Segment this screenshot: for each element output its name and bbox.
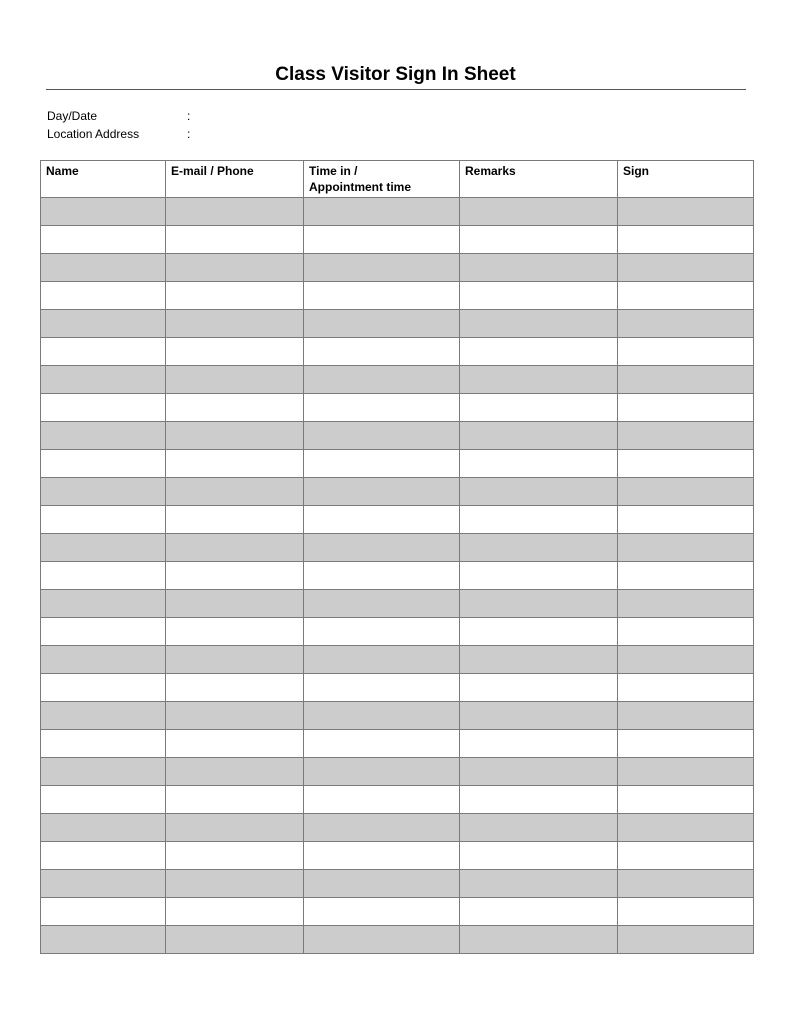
remarks-cell[interactable] <box>460 366 618 394</box>
email-phone-cell[interactable] <box>166 422 304 450</box>
time-in-cell[interactable] <box>304 450 460 478</box>
sign-cell[interactable] <box>618 422 754 450</box>
time-in-cell[interactable] <box>304 870 460 898</box>
name-cell[interactable] <box>41 282 166 310</box>
time-in-cell[interactable] <box>304 338 460 366</box>
visitor-sign-in-table <box>40 160 754 954</box>
remarks-cell[interactable] <box>460 422 618 450</box>
sign-cell[interactable] <box>618 478 754 506</box>
remarks-cell[interactable] <box>460 674 618 702</box>
remarks-cell[interactable] <box>460 730 618 758</box>
time-in-cell[interactable] <box>304 254 460 282</box>
email-phone-cell[interactable] <box>166 898 304 926</box>
name-cell[interactable] <box>41 842 166 870</box>
sign-cell[interactable] <box>618 898 754 926</box>
email-phone-cell[interactable] <box>166 394 304 422</box>
remarks-cell[interactable] <box>460 786 618 814</box>
name-cell[interactable] <box>41 338 166 366</box>
sign-cell[interactable] <box>618 534 754 562</box>
table-row <box>41 842 754 870</box>
time-in-cell[interactable] <box>304 310 460 338</box>
email-phone-cell[interactable] <box>166 366 304 394</box>
email-phone-cell[interactable] <box>166 758 304 786</box>
name-cell[interactable] <box>41 590 166 618</box>
table-row <box>41 758 754 786</box>
time-in-cell[interactable] <box>304 646 460 674</box>
remarks-cell[interactable] <box>460 926 618 954</box>
column-header-email-phone: E-mail / Phone <box>166 161 304 198</box>
email-phone-cell[interactable] <box>166 282 304 310</box>
name-cell[interactable] <box>41 814 166 842</box>
time-in-cell[interactable] <box>304 590 460 618</box>
email-phone-cell[interactable] <box>166 646 304 674</box>
table-row <box>41 310 754 338</box>
table-row <box>41 814 754 842</box>
email-phone-cell[interactable] <box>166 338 304 366</box>
name-cell[interactable] <box>41 618 166 646</box>
email-phone-cell[interactable] <box>166 674 304 702</box>
name-cell[interactable] <box>41 534 166 562</box>
email-phone-cell[interactable] <box>166 842 304 870</box>
remarks-cell[interactable] <box>460 758 618 786</box>
remarks-cell[interactable] <box>460 534 618 562</box>
name-cell[interactable] <box>41 786 166 814</box>
time-in-cell[interactable] <box>304 506 460 534</box>
remarks-cell[interactable] <box>460 898 618 926</box>
sign-cell[interactable] <box>618 674 754 702</box>
email-phone-cell[interactable] <box>166 618 304 646</box>
day-date-separator: : <box>187 109 191 123</box>
email-phone-cell[interactable] <box>166 310 304 338</box>
time-in-cell[interactable] <box>304 786 460 814</box>
time-in-cell[interactable] <box>304 898 460 926</box>
name-cell[interactable] <box>41 758 166 786</box>
sign-cell[interactable] <box>618 226 754 254</box>
table-row <box>41 646 754 674</box>
sign-cell[interactable] <box>618 282 754 310</box>
name-cell[interactable] <box>41 870 166 898</box>
sign-cell[interactable] <box>618 310 754 338</box>
table-row <box>41 870 754 898</box>
name-cell[interactable] <box>41 562 166 590</box>
name-cell[interactable] <box>41 898 166 926</box>
email-phone-cell[interactable] <box>166 478 304 506</box>
column-header-time-in: Time in / Appointment time <box>304 161 460 198</box>
email-phone-cell[interactable] <box>166 702 304 730</box>
table-row <box>41 618 754 646</box>
table-row <box>41 926 754 954</box>
location-address-separator: : <box>187 127 191 141</box>
name-cell[interactable] <box>41 506 166 534</box>
remarks-cell[interactable] <box>460 562 618 590</box>
table-row <box>41 226 754 254</box>
sign-cell[interactable] <box>618 366 754 394</box>
name-cell[interactable] <box>41 254 166 282</box>
sign-cell[interactable] <box>618 814 754 842</box>
email-phone-cell[interactable] <box>166 506 304 534</box>
name-cell[interactable] <box>41 478 166 506</box>
time-in-cell[interactable] <box>304 842 460 870</box>
name-cell[interactable] <box>41 394 166 422</box>
time-in-cell[interactable] <box>304 618 460 646</box>
email-phone-cell[interactable] <box>166 562 304 590</box>
name-cell[interactable] <box>41 926 166 954</box>
email-phone-cell[interactable] <box>166 198 304 226</box>
page-title: Class Visitor Sign In Sheet <box>275 64 516 85</box>
email-phone-cell[interactable] <box>166 786 304 814</box>
table-row <box>41 702 754 730</box>
time-in-cell[interactable] <box>304 366 460 394</box>
time-in-cell[interactable] <box>304 674 460 702</box>
table-row <box>41 282 754 310</box>
remarks-cell[interactable] <box>460 394 618 422</box>
table-row <box>41 254 754 282</box>
email-phone-cell[interactable] <box>166 730 304 758</box>
table-row <box>41 534 754 562</box>
remarks-cell[interactable] <box>460 702 618 730</box>
name-cell[interactable] <box>41 422 166 450</box>
table-row <box>41 786 754 814</box>
name-cell[interactable] <box>41 702 166 730</box>
remarks-cell[interactable] <box>460 814 618 842</box>
remarks-cell[interactable] <box>460 198 618 226</box>
time-in-cell[interactable] <box>304 478 460 506</box>
time-in-cell[interactable] <box>304 282 460 310</box>
sign-cell[interactable] <box>618 450 754 478</box>
title-divider <box>46 89 746 90</box>
email-phone-cell[interactable] <box>166 814 304 842</box>
sign-cell[interactable] <box>618 702 754 730</box>
sign-cell[interactable] <box>618 254 754 282</box>
email-phone-cell[interactable] <box>166 254 304 282</box>
sign-cell[interactable] <box>618 338 754 366</box>
location-address-field <box>47 127 190 141</box>
time-in-cell[interactable] <box>304 758 460 786</box>
time-in-cell[interactable] <box>304 730 460 758</box>
table-row <box>41 674 754 702</box>
remarks-cell[interactable] <box>460 870 618 898</box>
time-in-cell[interactable] <box>304 198 460 226</box>
remarks-cell[interactable] <box>460 646 618 674</box>
table-row <box>41 198 754 226</box>
sign-cell[interactable] <box>618 646 754 674</box>
table-row <box>41 450 754 478</box>
remarks-cell[interactable] <box>460 282 618 310</box>
table-row <box>41 562 754 590</box>
sign-cell[interactable] <box>618 562 754 590</box>
time-in-cell[interactable] <box>304 226 460 254</box>
name-cell[interactable] <box>41 198 166 226</box>
sign-cell[interactable] <box>618 730 754 758</box>
name-cell[interactable] <box>41 450 166 478</box>
email-phone-cell[interactable] <box>166 870 304 898</box>
column-header-remarks: Remarks <box>460 161 618 198</box>
table-row <box>41 506 754 534</box>
sign-cell[interactable] <box>618 198 754 226</box>
table-row <box>41 590 754 618</box>
name-cell[interactable] <box>41 226 166 254</box>
sign-cell[interactable] <box>618 842 754 870</box>
location-address-label: Location Address <box>47 127 140 141</box>
time-in-cell[interactable] <box>304 422 460 450</box>
remarks-cell[interactable] <box>460 842 618 870</box>
name-cell[interactable] <box>41 310 166 338</box>
remarks-cell[interactable] <box>460 590 618 618</box>
time-in-cell[interactable] <box>304 702 460 730</box>
table-row <box>41 366 754 394</box>
remarks-cell[interactable] <box>460 478 618 506</box>
sign-cell[interactable] <box>618 758 754 786</box>
email-phone-cell[interactable] <box>166 926 304 954</box>
email-phone-cell[interactable] <box>166 534 304 562</box>
sign-cell[interactable] <box>618 506 754 534</box>
sign-cell[interactable] <box>618 618 754 646</box>
table-header-row <box>41 161 754 198</box>
sign-cell[interactable] <box>618 786 754 814</box>
email-phone-cell[interactable] <box>166 450 304 478</box>
name-cell[interactable] <box>41 366 166 394</box>
remarks-cell[interactable] <box>460 450 618 478</box>
table-row <box>41 478 754 506</box>
day-date-label: Day/Date <box>47 109 98 123</box>
sign-cell[interactable] <box>618 870 754 898</box>
table-row <box>41 898 754 926</box>
time-in-cell[interactable] <box>304 534 460 562</box>
remarks-cell[interactable] <box>460 506 618 534</box>
time-in-cell[interactable] <box>304 394 460 422</box>
time-in-cell[interactable] <box>304 814 460 842</box>
name-cell[interactable] <box>41 674 166 702</box>
time-in-cell[interactable] <box>304 926 460 954</box>
remarks-cell[interactable] <box>460 618 618 646</box>
email-phone-cell[interactable] <box>166 226 304 254</box>
time-in-cell[interactable] <box>304 562 460 590</box>
remarks-cell[interactable] <box>460 226 618 254</box>
table-row <box>41 730 754 758</box>
remarks-cell[interactable] <box>460 338 618 366</box>
day-date-field <box>47 109 190 123</box>
table-row <box>41 394 754 422</box>
remarks-cell[interactable] <box>460 310 618 338</box>
sign-cell[interactable] <box>618 590 754 618</box>
sign-cell[interactable] <box>618 926 754 954</box>
table-row <box>41 338 754 366</box>
name-cell[interactable] <box>41 730 166 758</box>
sign-cell[interactable] <box>618 394 754 422</box>
name-cell[interactable] <box>41 646 166 674</box>
table-row <box>41 422 754 450</box>
remarks-cell[interactable] <box>460 254 618 282</box>
email-phone-cell[interactable] <box>166 590 304 618</box>
column-header-name: Name <box>41 161 166 198</box>
column-header-sign: Sign <box>618 161 754 198</box>
